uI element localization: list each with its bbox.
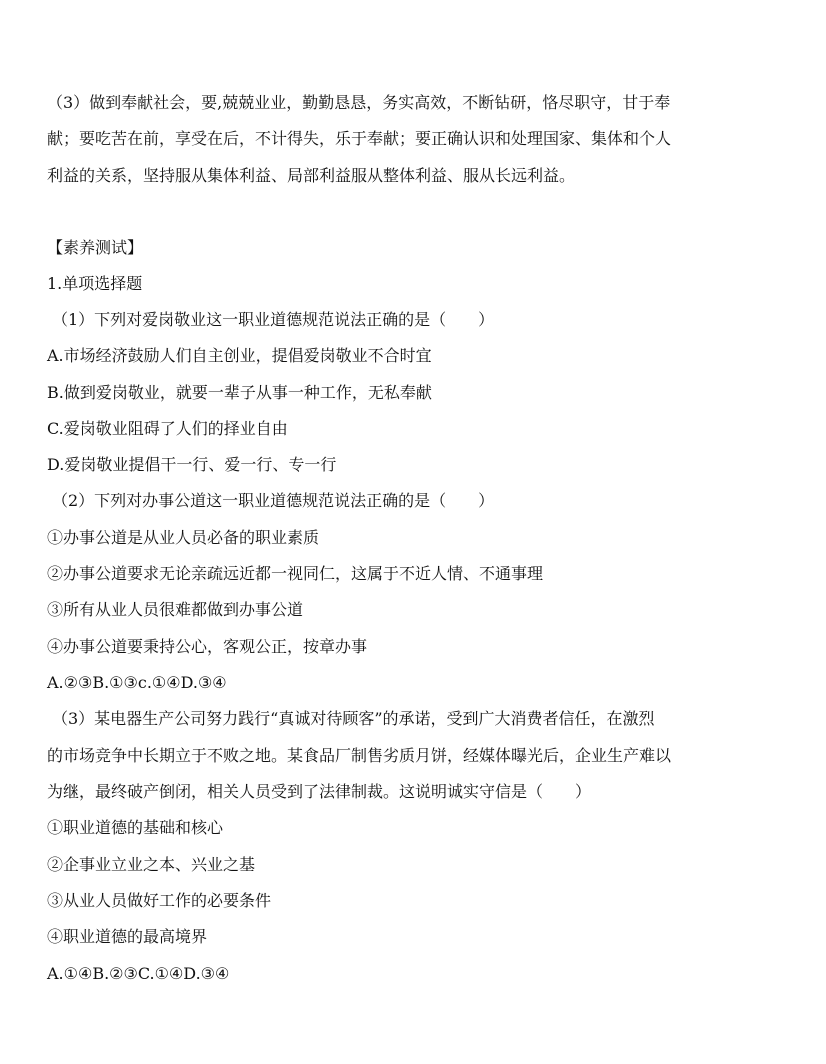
question-3-statement-3: ③从业人员做好工作的必要条件	[47, 891, 272, 910]
question-type-heading: 1.单项选择题	[47, 274, 143, 293]
question-3-stem-line-3: 为继，最终破产倒闭，相关人员受到了法律制裁。这说明诚实守信是（ ）	[47, 782, 592, 801]
question-3-stem-line-1: （3）某电器生产公司努力践行“真诚对待顾客”的承诺，受到广大消费者信任，在激烈	[52, 709, 655, 728]
section-title: 【素养测试】	[47, 238, 144, 257]
question-2-statement-1: ①办事公道是从业人员必备的职业素质	[47, 528, 320, 547]
question-1-option-a: A.市场经济鼓励人们自主创业，提倡爱岗敬业不合时宜	[47, 346, 432, 365]
question-3-statement-4: ④职业道德的最高境界	[47, 927, 208, 946]
question-1-option-b: B.做到爱岗敬业，就要一辈子从事一种工作，无私奉献	[47, 383, 432, 402]
question-1-option-c: C.爱岗敬业阻碍了人们的择业自由	[47, 419, 288, 438]
question-3-statement-1: ①职业道德的基础和核心	[47, 818, 224, 837]
question-2-statement-2: ②办事公道要求无论亲疏远近都一视同仁，这属于不近人情、不通事理	[47, 564, 544, 583]
question-1-stem: （1）下列对爱岗敬业这一职业道德规范说法正确的是（ ）	[52, 310, 495, 329]
question-1-option-d: D.爱岗敬业提倡干一行、爱一行、专一行	[47, 455, 337, 474]
intro-line-3: 利益的关系，坚持服从集体利益、局部利益服从整体利益、服从长远利益。	[47, 166, 576, 185]
question-2-stem: （2）下列对办事公道这一职业道德规范说法正确的是（ ）	[52, 491, 495, 510]
question-3-stem-line-2: 的市场竞争中长期立于不败之地。某食品厂制售劣质月饼，经媒体曝光后，企业生产难以	[47, 746, 672, 765]
intro-line-2: 献；要吃苦在前，享受在后，不计得失，乐于奉献；要正确认识和处理国家、集体和个人	[47, 129, 672, 148]
question-2-statement-3: ③所有从业人员很难都做到办事公道	[47, 600, 304, 619]
question-3-answer-options: A.①④B.②③C.①④D.③④	[47, 964, 230, 983]
intro-line-1: （3）做到奉献社会，要,兢兢业业，勤勤恳恳，务实高效，不断钻研，恪尽职守，甘于奉	[47, 93, 671, 112]
question-2-answer-options: A.②③B.①③c.①④D.③④	[47, 673, 227, 692]
question-2-statement-4: ④办事公道要秉持公心，客观公正，按章办事	[47, 637, 368, 656]
question-3-statement-2: ②企事业立业之本、兴业之基	[47, 855, 256, 874]
